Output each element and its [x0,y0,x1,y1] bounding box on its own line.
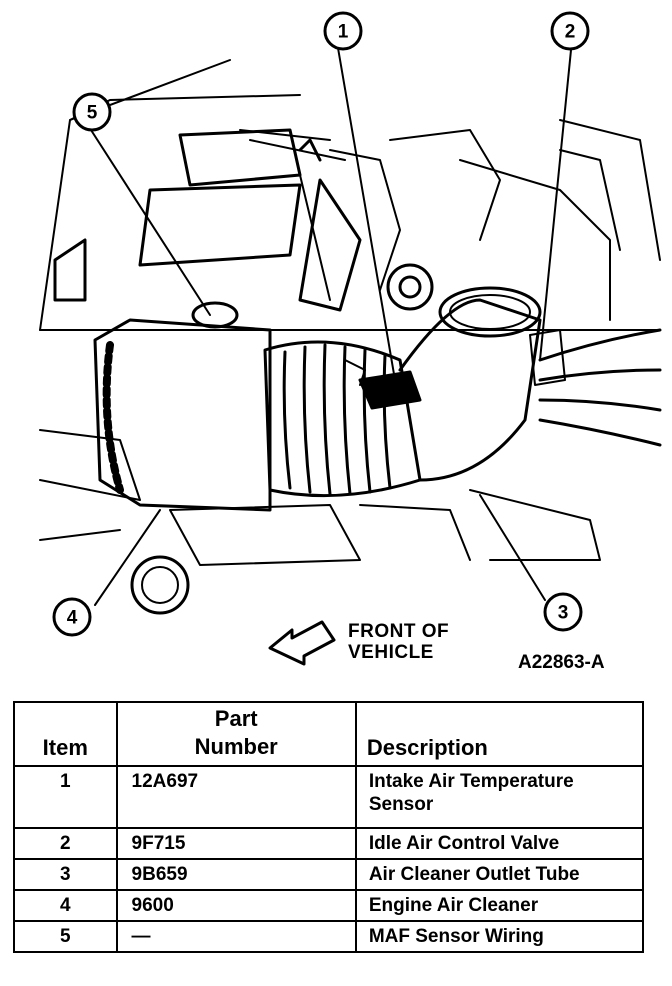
header-part-line1: Part [214,706,258,731]
table-row [14,828,643,859]
row-item: 5 [14,921,117,952]
row-description: Engine Air Cleaner [356,890,643,921]
header-description: Description [356,702,643,766]
callout-5-label: 5 [86,102,98,124]
callout-4-label: 4 [66,607,78,629]
front-arrow-icon [270,622,334,664]
row-item: 2 [14,828,117,859]
table-row [14,921,643,952]
row-part-number: — [117,921,356,952]
front-label-line1: FRONT OF [348,621,450,642]
header-part-line2: Number [194,734,278,759]
callout-3-label: 3 [557,602,569,624]
table-row [14,766,643,828]
row-description: Intake Air Temperature Sensor [356,766,643,828]
table-row [14,890,643,921]
header-part-number [117,702,356,766]
row-part-number: 9F715 [117,828,356,859]
figure-id: A22863-A [518,652,605,673]
row-description: Air Cleaner Outlet Tube [356,859,643,890]
front-of-vehicle-label [348,621,449,663]
front-label-line2: VEHICLE [348,642,434,663]
row-description: Idle Air Control Valve [356,828,643,859]
row-part-number: 9600 [117,890,356,921]
row-item: 3 [14,859,117,890]
callout-2-label: 2 [564,21,576,43]
row-description: MAF Sensor Wiring [356,921,643,952]
callout-1-label: 1 [337,21,349,43]
table-row [14,859,643,890]
header-item: Item [14,702,117,766]
parts-table [13,701,644,953]
row-item: 1 [14,766,117,828]
table-header-row [14,702,643,766]
row-item: 4 [14,890,117,921]
row-part-number: 12A697 [117,766,356,828]
row-part-number: 9B659 [117,859,356,890]
